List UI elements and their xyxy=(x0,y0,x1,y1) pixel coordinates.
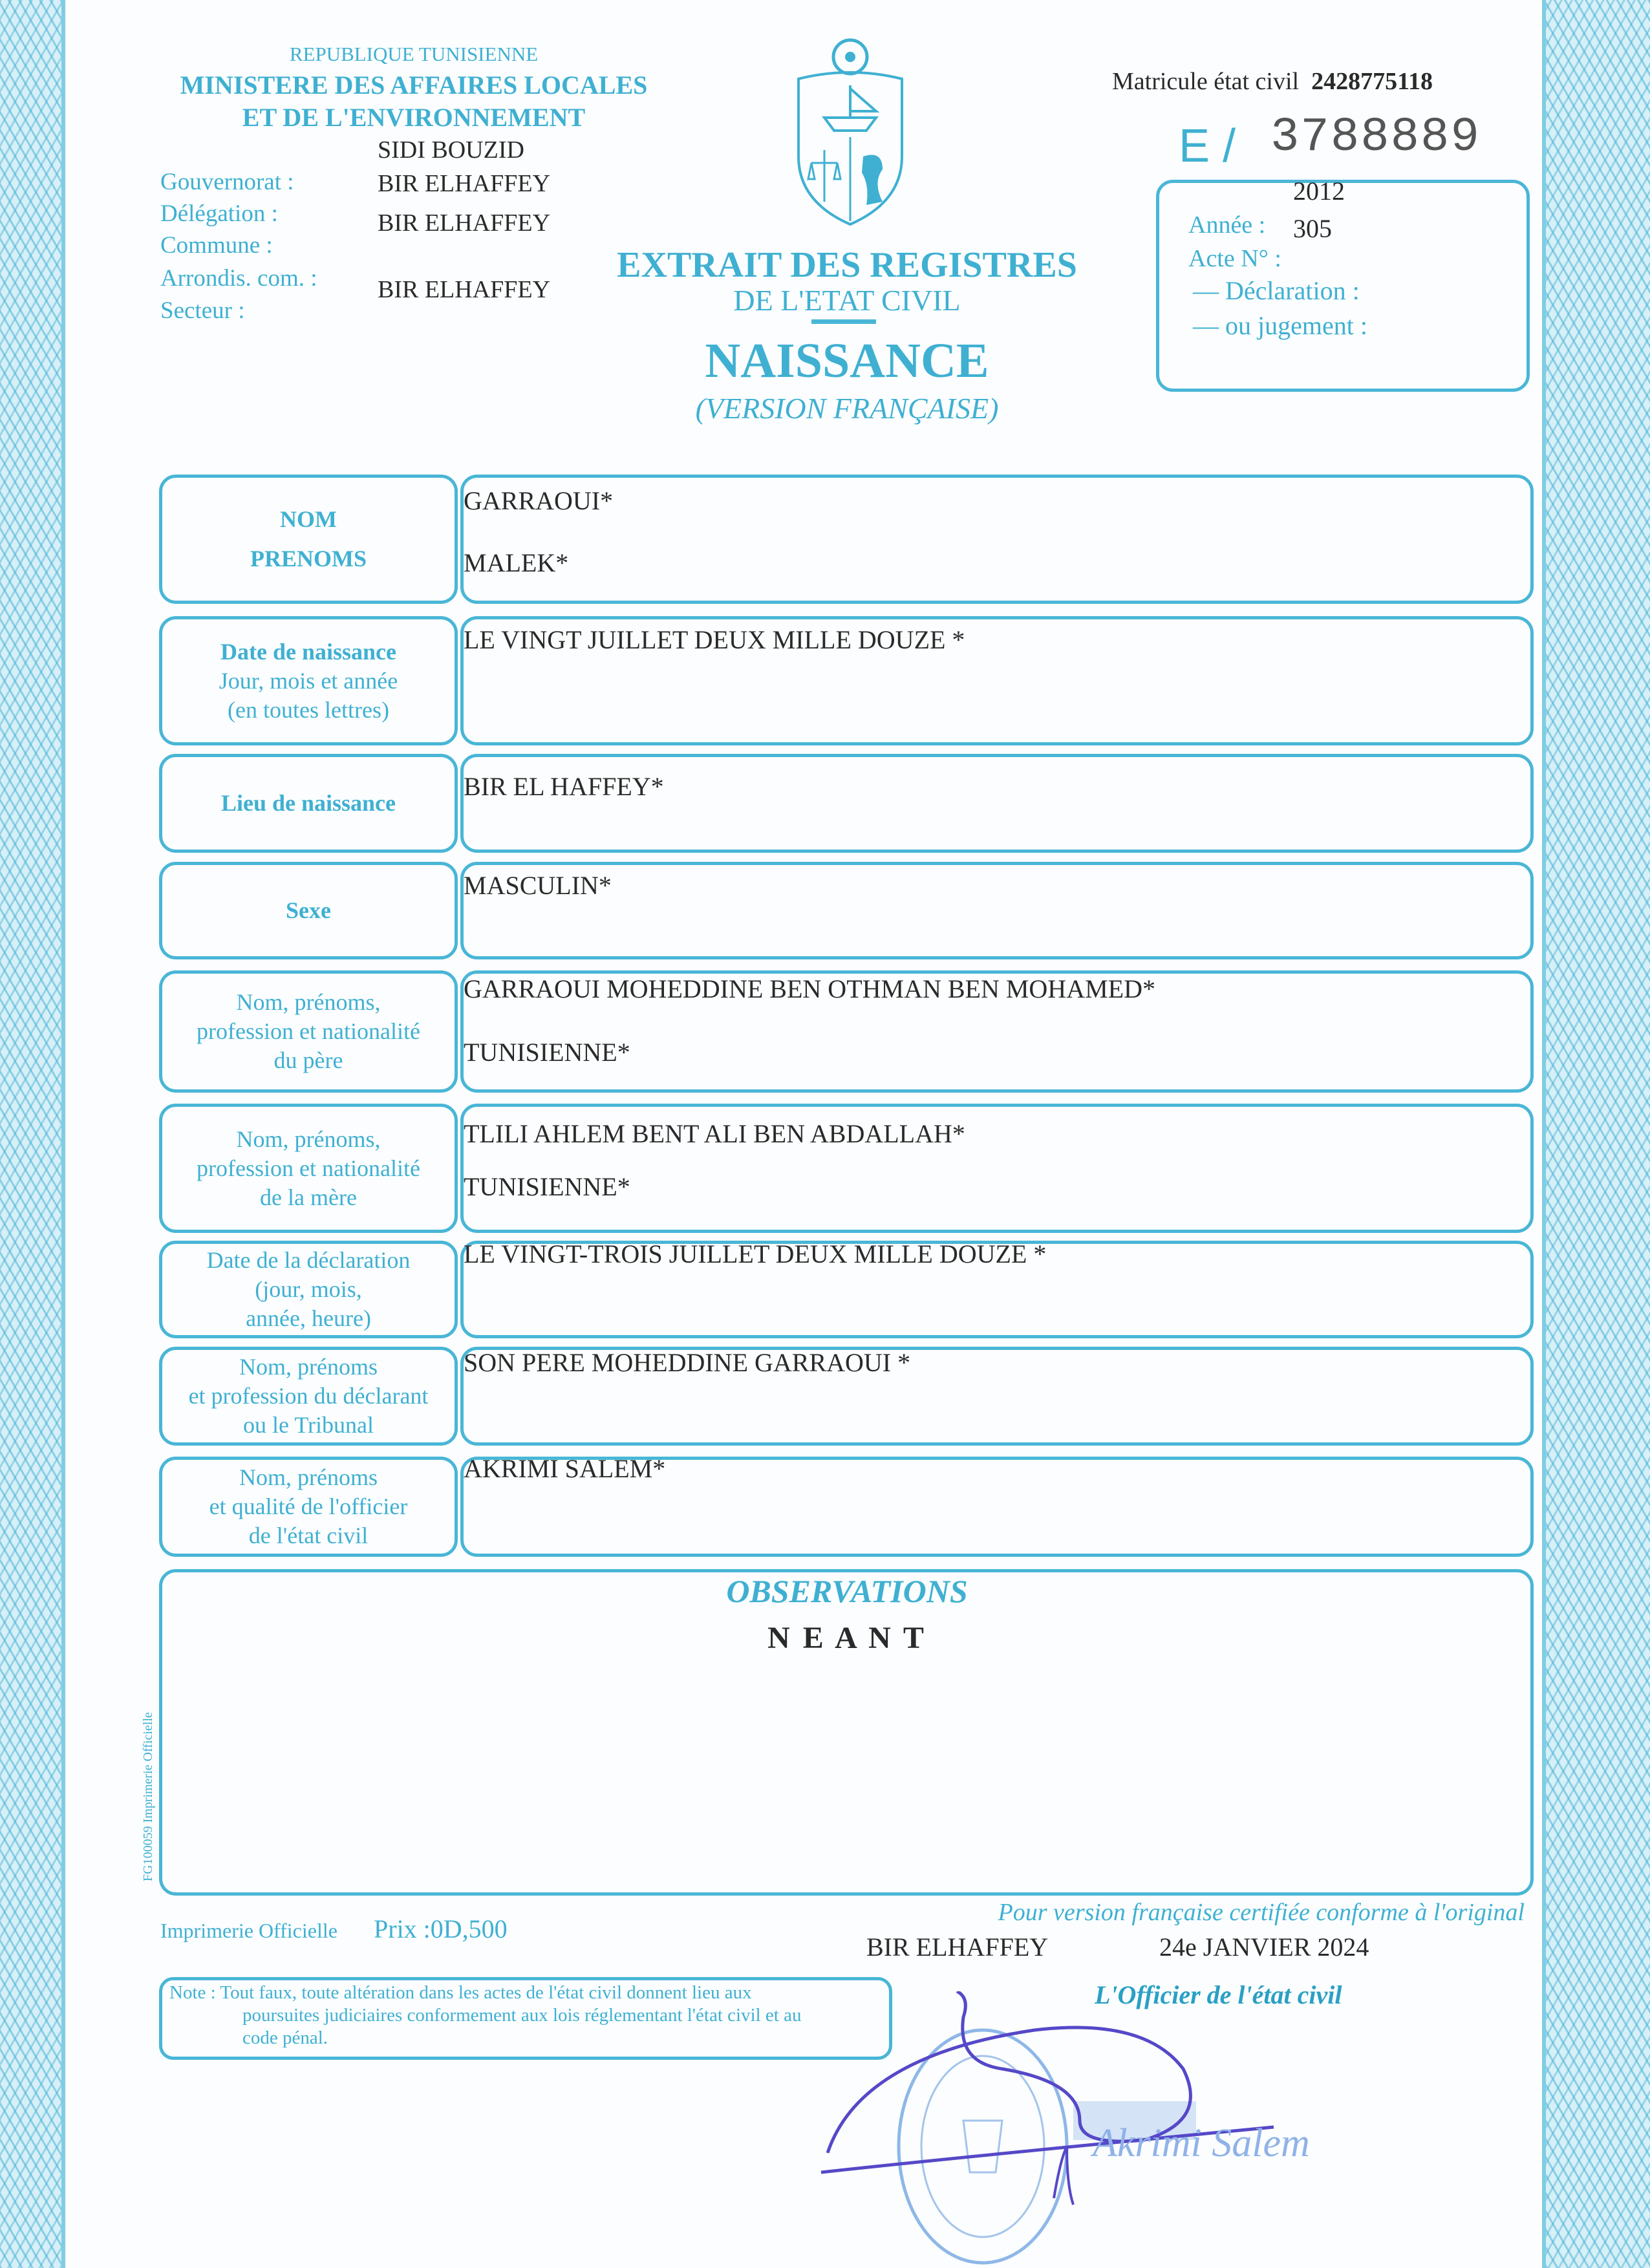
matricule-value: 2428775118 xyxy=(1311,68,1433,95)
value-text: GARRAOUI MOHEDDINE BEN OTHMAN BEN MOHAMED* xyxy=(464,974,1155,1003)
security-border-left xyxy=(0,0,65,2268)
label-declarant xyxy=(159,1347,458,1446)
value-text: BIR EL HAFFEY* xyxy=(464,772,664,801)
delegation-label: Délégation : xyxy=(160,200,278,227)
value-mere xyxy=(460,1104,1534,1233)
coat-of-arms-emblem xyxy=(786,34,915,228)
legal-note-line1: Note : Tout faux, toute altération dans les actes de l'état civil donnent lieu aux xyxy=(169,1982,752,2003)
observations-value: N E A N T xyxy=(767,1621,927,1655)
issue-date: 24e JANVIER 2024 xyxy=(1159,1932,1369,1962)
issue-place: BIR ELHAFFEY xyxy=(866,1932,1049,1962)
commune-label: Commune : xyxy=(160,232,273,259)
gouvernorat-value: SIDI BOUZID xyxy=(378,136,524,164)
matricule-label-text: Matricule état civil xyxy=(1112,68,1300,95)
delegation-value: BIR ELHAFFEY xyxy=(378,209,551,237)
security-border-right xyxy=(1542,0,1650,2268)
label-line: Nom, prénoms xyxy=(239,1464,378,1490)
signature-name: Akrimi Salem xyxy=(1093,2121,1310,2165)
label-line: et qualité de l'officier xyxy=(209,1493,408,1519)
label-line: profession et nationalité xyxy=(197,1155,420,1181)
secteur-label: Secteur : xyxy=(160,297,245,324)
label-sexe xyxy=(159,862,458,959)
label-date-naissance xyxy=(159,616,458,745)
value-date-declaration xyxy=(460,1241,1534,1338)
value-text: TUNISIENNE* xyxy=(464,1038,630,1067)
document-title: EXTRAIT DES REGISTRES xyxy=(617,245,1077,285)
label-line: Jour, mois et année xyxy=(219,667,398,694)
value-text: LE VINGT JUILLET DEUX MILLE DOUZE * xyxy=(464,625,965,654)
price-label: Prix :0D,500 xyxy=(374,1914,508,1943)
label-line: de la mère xyxy=(260,1184,357,1210)
certification-text: Pour version française certifiée conforme à l'original xyxy=(998,1899,1525,1926)
printer-side-mark: FG100059 Imprimerie Officielle xyxy=(141,1712,155,1881)
serial-number: 3788889 xyxy=(1270,111,1481,165)
label-line: Nom, prénoms xyxy=(239,1354,378,1380)
jugement-label: — ou jugement : xyxy=(1193,311,1367,340)
ministry-heading-line2: ET DE L'ENVIRONNEMENT xyxy=(242,103,586,132)
label-lieu-naissance xyxy=(159,754,458,853)
value-pere xyxy=(460,970,1534,1093)
title-divider xyxy=(811,319,876,324)
label-mere xyxy=(159,1104,458,1233)
legal-note-line3: code pénal. xyxy=(242,2027,328,2048)
document-type: NAISSANCE xyxy=(705,334,989,388)
label-line: Date de la déclaration xyxy=(206,1247,411,1273)
value-text: MASCULIN* xyxy=(464,871,612,900)
value-prenoms: MALEK* xyxy=(464,548,569,577)
label-pere xyxy=(159,970,458,1093)
version-label: (VERSION FRANÇAISE) xyxy=(695,392,999,425)
label-lieu-title: Lieu de naissance xyxy=(220,790,396,816)
value-text: AKRIMI SALEM* xyxy=(464,1454,666,1483)
value-lieu-naissance xyxy=(460,754,1534,853)
serial-prefix: E / xyxy=(1179,120,1236,172)
value-declarant xyxy=(460,1347,1534,1446)
label-officier xyxy=(159,1457,458,1557)
label-sexe-title: Sexe xyxy=(286,897,331,923)
printer-label: Imprimerie Officielle xyxy=(160,1919,338,1942)
value-text: TLILI AHLEM BENT ALI BEN ABDALLAH* xyxy=(464,1119,965,1148)
label-line: Nom, prénoms, xyxy=(236,989,381,1015)
arrondissement-value: BIR ELHAFFEY xyxy=(378,276,551,303)
value-sexe xyxy=(460,862,1534,959)
value-date-naissance xyxy=(460,616,1534,745)
label-line: profession et nationalité xyxy=(197,1018,420,1044)
acte-number-label: Acte N° : xyxy=(1188,245,1281,272)
gouvernorat-label: Gouvernorat : xyxy=(160,169,294,195)
label-nom-prenoms xyxy=(159,475,458,604)
label-line: Nom, prénoms, xyxy=(236,1126,381,1152)
legal-note-line2: poursuites judiciaires conformement aux lois réglementant l'état civil et au xyxy=(242,2005,802,2026)
gouvernorat-field-value: BIR ELHAFFEY xyxy=(378,170,551,197)
value-officier xyxy=(460,1454,1534,1557)
label-line: de l'état civil xyxy=(248,1523,369,1548)
observations-label: OBSERVATIONS xyxy=(726,1573,968,1609)
label-date-declaration xyxy=(159,1241,458,1338)
acte-year-value: 2012 xyxy=(1293,177,1345,206)
value-nom-prenoms xyxy=(460,475,1534,604)
matricule-label xyxy=(1112,67,1433,96)
declaration-label: — Déclaration : xyxy=(1193,276,1360,305)
observations-box xyxy=(159,1569,1534,1896)
label-line: ou le Tribunal xyxy=(242,1412,374,1438)
value-text: TUNISIENNE* xyxy=(464,1172,630,1201)
ministry-heading-line1: MINISTERE DES AFFAIRES LOCALES xyxy=(180,70,648,100)
label-line: et profession du déclarant xyxy=(188,1383,429,1409)
document-subtitle: DE L'ETAT CIVIL xyxy=(733,284,961,317)
value-text: SON PERE MOHEDDINE GARRAOUI * xyxy=(464,1348,911,1377)
label-line: année, heure) xyxy=(246,1305,371,1331)
label-line: (en toutes lettres) xyxy=(228,696,389,723)
label-date-naissance-title: Date de naissance xyxy=(220,638,396,665)
label-prenoms: PRENOMS xyxy=(250,546,367,572)
officer-title: L'Officier de l'état civil xyxy=(1095,1980,1342,2009)
republic-heading: REPUBLIQUE TUNISIENNE xyxy=(289,43,539,65)
label-line: du père xyxy=(273,1047,343,1073)
value-text: LE VINGT-TROIS JUILLET DEUX MILLE DOUZE * xyxy=(464,1239,1047,1268)
label-nom: NOM xyxy=(280,506,337,532)
label-line: (jour, mois, xyxy=(255,1276,362,1302)
arrondissement-label: Arrondis. com. : xyxy=(160,265,317,292)
annee-value: 305 xyxy=(1293,214,1332,243)
value-nom: GARRAOUI* xyxy=(464,486,614,515)
annee-label: Année : xyxy=(1188,211,1266,239)
